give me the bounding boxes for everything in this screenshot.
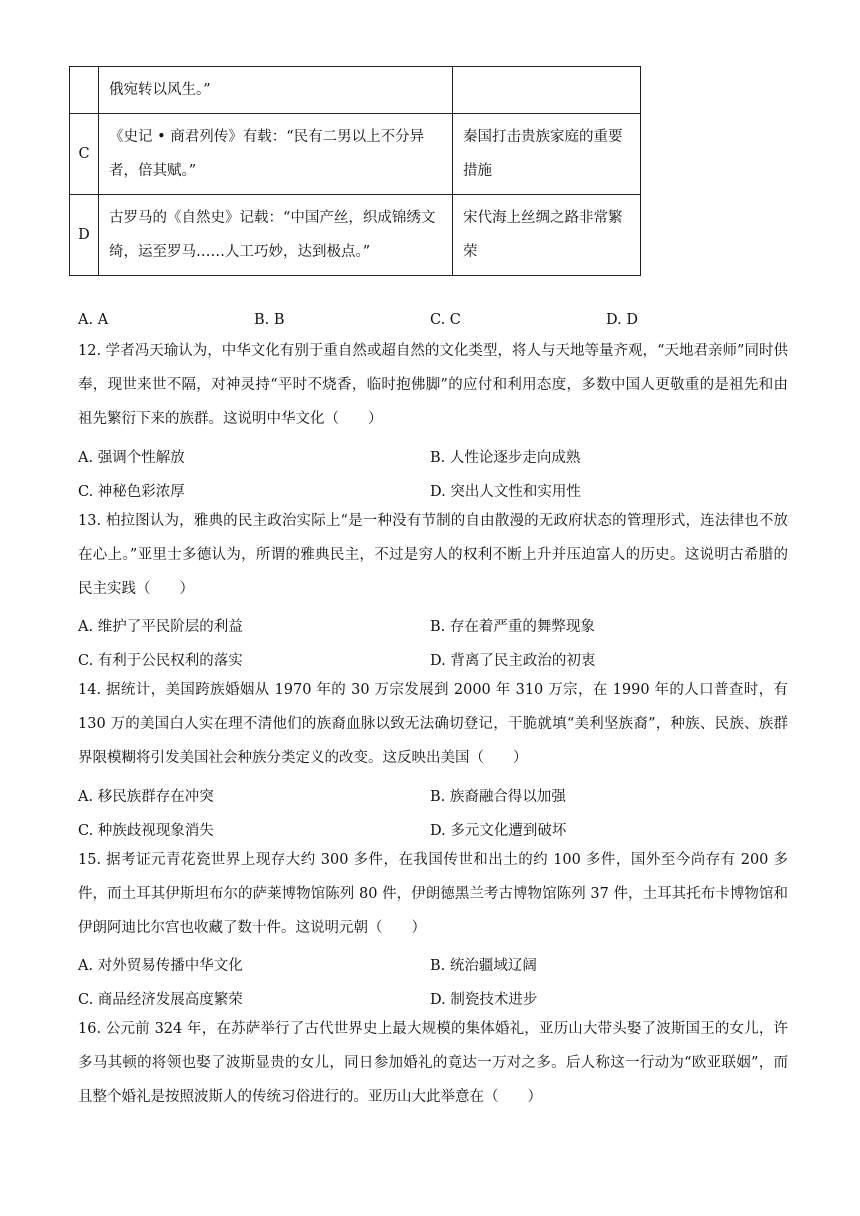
answer-option-a[interactable]: A. A (78, 312, 109, 328)
question-stem: 12. 学者冯天瑜认为，中华文化有别于重自然或超自然的文化类型，将人与天地等量齐观，“天地君亲师”同时供奉，现世来世不隔，对神灵持“平时不烧香，临时抱佛脚”的应付和利用态度，多数中国人更敬重的是祖先和由祖先繁衍下来的族群。这说明中华文化（ ） (78, 343, 788, 427)
option-d[interactable]: D. 背离了民主政治的初衷 (430, 653, 596, 669)
conclusion-cell (453, 67, 641, 114)
answer-option-b[interactable]: B. B (254, 312, 285, 328)
material-cell: 古罗马的《自然史》记载：“中国产丝，织成锦绣文绮，运至罗马……人工巧妙，达到极点。” (99, 195, 453, 276)
option-a[interactable]: A. 移民族群存在冲突 (78, 789, 214, 805)
option-b[interactable]: B. 存在着严重的舞弊现象 (430, 619, 595, 635)
material-cell: 俄宛转以风生。” (99, 67, 453, 114)
option-b[interactable]: B. 统治疆域辽阔 (430, 958, 537, 974)
row-label (70, 67, 99, 114)
question-stem: 15. 据考证元青花瓷世界上现存大约 300 多件，在我国传世和出土的约 100 多件，国外至今尚存有 200 多件，而土耳其伊斯坦布尔的萨莱博物馆陈列 80 件，伊朗德黑兰考古博物馆陈列 37 件，土耳其托布卡博物馆和伊朗阿迪比尔宫也收藏了数十件。这说明元朝（ ） (78, 852, 788, 936)
conclusion-cell: 宋代海上丝绸之路非常繁荣 (453, 195, 641, 276)
option-b[interactable]: B. 人性论逐步走向成熟 (430, 450, 581, 466)
option-a[interactable]: A. 强调个性解放 (78, 450, 185, 466)
question-stem: 14. 据统计，美国跨族婚姻从 1970 年的 30 万宗发展到 2000 年 310 万宗，在 1990 年的人口普查时，有 130 万的美国白人实在理不清他们的族裔血脉以致无法确切登记，干脆就填“美利坚族裔”，种族、民族、族群界限模糊将引发美国社会种族分类定义的改变。这反映出美国（ ） (78, 682, 788, 766)
row-label: C (70, 114, 99, 195)
option-d[interactable]: D. 多元文化遭到破坏 (430, 823, 567, 839)
option-b[interactable]: B. 族裔融合得以加强 (430, 789, 566, 805)
option-c[interactable]: C. 神秘色彩浓厚 (78, 484, 185, 500)
option-a[interactable]: A. 对外贸易传播中华文化 (78, 958, 243, 974)
option-d[interactable]: D. 突出人文性和实用性 (430, 484, 581, 500)
option-d[interactable]: D. 制瓷技术进步 (430, 992, 538, 1008)
option-a[interactable]: A. 维护了平民阶层的利益 (78, 619, 243, 635)
table-row (70, 195, 641, 276)
option-c[interactable]: C. 有利于公民权利的落实 (78, 653, 243, 669)
answer-option-d[interactable]: D. D (606, 312, 638, 328)
options-table (69, 66, 641, 276)
option-c[interactable]: C. 商品经济发展高度繁荣 (78, 992, 243, 1008)
table-row (70, 67, 641, 114)
question-stem: 13. 柏拉图认为，雅典的民主政治实际上“是一种没有节制的自由散漫的无政府状态的管理形式，连法律也不放在心上。”亚里士多德认为，所谓的雅典民主，不过是穷人的权利不断上升并压迫富人的历史。这说明古希腊的民主实践（ ） (78, 513, 788, 597)
answer-option-c[interactable]: C. C (430, 312, 461, 328)
conclusion-cell: 秦国打击贵族家庭的重要措施 (453, 114, 641, 195)
option-c[interactable]: C. 种族歧视现象消失 (78, 823, 214, 839)
table-row (70, 114, 641, 195)
question-stem: 16. 公元前 324 年，在苏萨举行了古代世界史上最大规模的集体婚礼，亚历山大带头娶了波斯国王的女儿，许多马其顿的将领也娶了波斯显贵的女儿，同日参加婚礼的竟达一万对之多。后人称这一行动为“欧亚联姻”，而且整个婚礼是按照波斯人的传统习俗进行的。亚历山大此举意在（ ） (78, 1021, 788, 1105)
row-label: D (70, 195, 99, 276)
material-cell: 《史记 • 商君列传》有载：“民有二男以上不分异者，倍其赋。” (99, 114, 453, 195)
